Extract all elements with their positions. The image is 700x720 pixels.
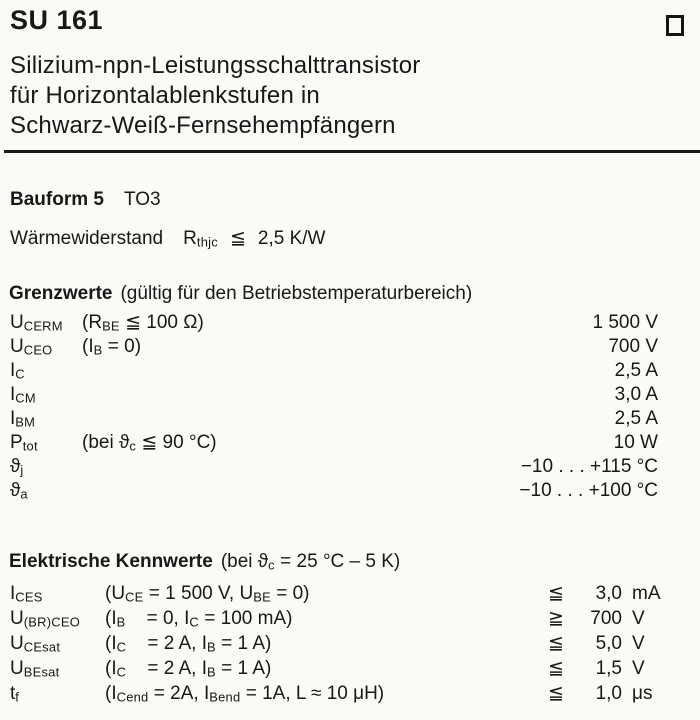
- horizontal-divider: [4, 150, 700, 153]
- thermal-resistance-line: [10, 227, 325, 250]
- table-row: [10, 359, 658, 383]
- section-heading-grenzwerte: [9, 283, 472, 305]
- parameter-symbol: $U_{CEO}$: [10, 336, 53, 358]
- table-row: [10, 681, 680, 706]
- parameter-symbol: $I_{BM}$: [10, 408, 36, 430]
- parameter-symbol: $U_{(BR)CEO}$: [10, 608, 81, 630]
- parameter-value: 2,5 A: [614, 360, 658, 381]
- parameter-symbol: $U_{CERM}$: [10, 312, 63, 334]
- kennwerte-heading: Elektrische Kennwerte: [9, 551, 213, 572]
- relation-symbol: ≦: [548, 583, 564, 604]
- device-description: [10, 51, 420, 141]
- relation-symbol: ≧: [548, 608, 564, 629]
- parameter-value: 2,5 A: [614, 408, 658, 429]
- description-line: für Horizontalablenkstufen in: [10, 82, 320, 109]
- thermal-label: Wärmewiderstand: [10, 228, 164, 249]
- thermal-symbol: $R_{thjc}$: [183, 228, 218, 250]
- description-line: Silizium-npn-Leistungsschalttransistor: [10, 52, 421, 79]
- parameter-value: −10 . . . +100 °C: [519, 480, 658, 501]
- parameter-condition: [82, 359, 615, 383]
- parameter-value: 10 W: [613, 432, 658, 453]
- grenzwerte-heading: Grenzwerte: [9, 283, 113, 304]
- relation-symbol: ≦: [548, 658, 564, 679]
- table-row: [10, 335, 658, 359]
- parameter-value: −10 . . . +115 °C: [520, 456, 658, 477]
- parameter-value: 3,0 A: [614, 384, 658, 405]
- parameter-symbol: $U_{BEsat}$: [10, 658, 60, 680]
- parameter-unit: μs: [632, 683, 653, 704]
- table-row: [10, 383, 658, 407]
- parameter-condition: [82, 479, 519, 503]
- table-row: [10, 455, 658, 479]
- thermal-value: 2,5 K/W: [257, 228, 326, 249]
- table-row: [10, 479, 658, 503]
- parameter-unit: V: [632, 658, 645, 679]
- table-row: [10, 431, 658, 455]
- bauform-value: TO3: [123, 189, 161, 210]
- grenzwerte-table: [10, 311, 658, 503]
- parameter-symbol: $I_{CES}$: [10, 583, 43, 605]
- parameter-condition: ($I_C$ = 2 A, $I_B = 1$ A): [105, 658, 272, 680]
- parameter-unit: V: [632, 633, 645, 654]
- table-row: [10, 311, 658, 335]
- parameter-symbol: $I_C$: [10, 360, 25, 382]
- parameter-symbol: $ϑ_j$: [10, 456, 24, 478]
- outline-square-icon: [666, 15, 684, 36]
- parameter-condition: ($U_{CE} = 1$ 500 V, $U_{BE} = 0$): [105, 583, 310, 605]
- relation-symbol: ≦: [548, 683, 564, 704]
- parameter-condition: (bei $ϑ_c$ ≦ 90 °C): [82, 432, 217, 454]
- parameter-symbol: $t_f$: [10, 683, 20, 705]
- parameter-condition: ($I_{Cend} = 2A$, $I_{Bend} = 1A$, L ≈ 10 μH): [105, 683, 385, 705]
- table-row: [10, 407, 658, 431]
- parameter-condition: [82, 455, 521, 479]
- parameter-value: 3,0: [595, 583, 622, 604]
- thermal-relation: ≦: [229, 228, 246, 249]
- bauform-label: Bauform 5: [10, 189, 104, 210]
- kennwerte-table: [10, 581, 680, 706]
- parameter-value: 1 500 V: [592, 312, 658, 333]
- table-row: [10, 606, 680, 631]
- parameter-value: 1,5: [595, 658, 622, 679]
- relation-symbol: ≦: [548, 633, 564, 654]
- parameter-symbol: $I_{CM}$: [10, 384, 36, 406]
- parameter-symbol: $ϑ_a$: [10, 480, 28, 502]
- kennwerte-heading-note: (bei $ϑ_c = 25$ °C – 5 K): [220, 551, 401, 573]
- parameter-condition: [82, 383, 615, 407]
- parameter-value: 5,0: [595, 633, 622, 654]
- grenzwerte-heading-note: (gültig für den Betriebstemperaturbereich): [120, 283, 473, 304]
- section-heading-kennwerte: [9, 551, 400, 573]
- parameter-unit: V: [632, 608, 645, 629]
- parameter-condition: ($I_B$ = 0, $I_C = 100$ mA): [105, 608, 293, 630]
- parameter-value: 700: [590, 608, 622, 629]
- table-row: [10, 631, 680, 656]
- parameter-unit: mA: [632, 583, 661, 604]
- package-line: [10, 189, 161, 211]
- page-title: SU 161: [10, 5, 104, 35]
- parameter-condition: ($I_C$ = 2 A, $I_B = 1$ A): [105, 633, 272, 655]
- parameter-symbol: $P_{tot}$: [10, 432, 38, 454]
- parameter-value: 700 V: [608, 336, 658, 357]
- parameter-symbol: $U_{CEsat}$: [10, 633, 61, 655]
- parameter-condition: ($R_{BE}$ ≦ 100 Ω): [82, 312, 204, 334]
- table-row: [10, 581, 680, 606]
- description-line: Schwarz-Weiß-Fernsehempfängern: [10, 112, 396, 139]
- parameter-condition: [82, 407, 615, 431]
- parameter-value: 1,0: [595, 683, 622, 704]
- table-row: [10, 656, 680, 681]
- parameter-condition: $(I_B = 0)$: [82, 336, 142, 358]
